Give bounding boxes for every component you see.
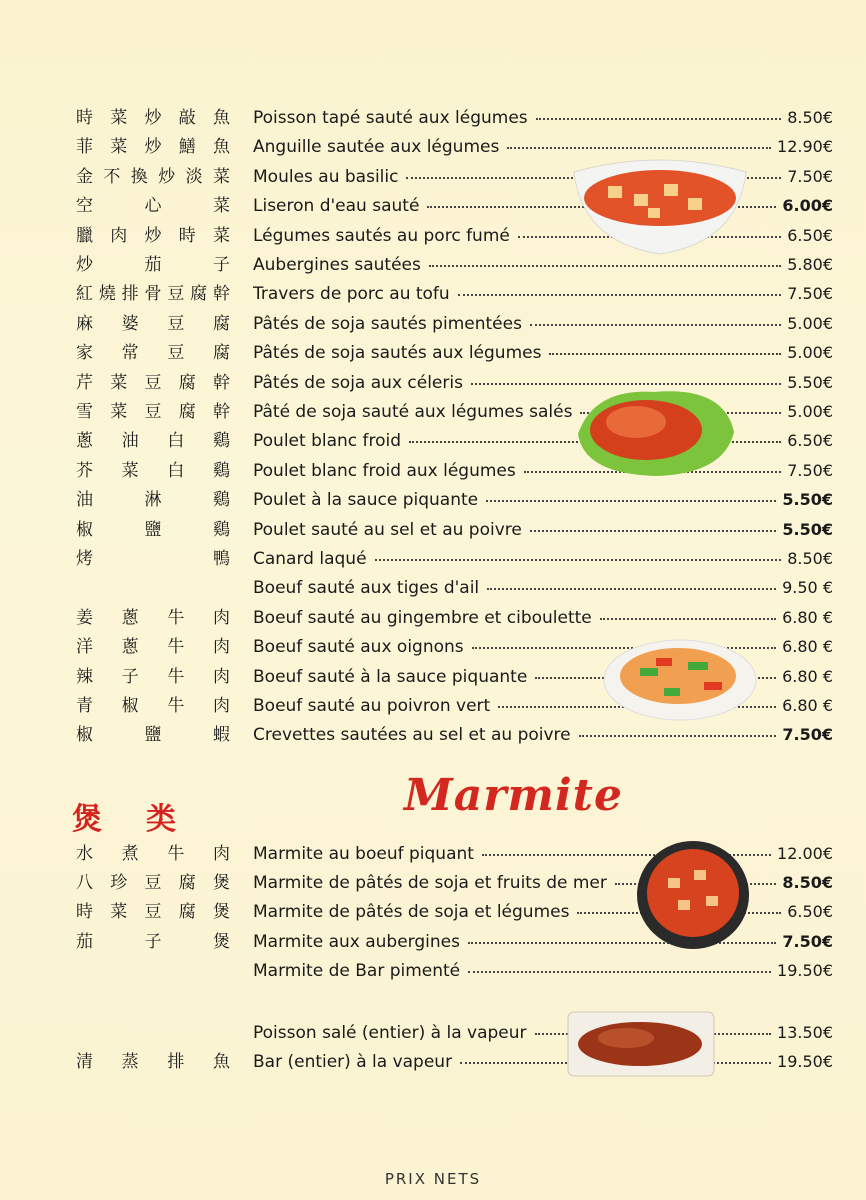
dish-french-name: Canard laqué: [253, 549, 367, 569]
menu-row: [0, 516, 866, 544]
dish-french-name: Anguille sautée aux légumes: [253, 137, 500, 158]
dish-chinese-name: 水 煮 牛 肉: [76, 844, 230, 864]
footer-note: PRIX NETS: [384, 1170, 482, 1188]
dot-leader: [486, 500, 776, 502]
fish-dish-image: [566, 1008, 716, 1080]
dot-leader: [487, 588, 776, 590]
dish-price: 7.50€: [782, 725, 833, 745]
dish-chinese-name: 椒 鹽 蝦: [76, 725, 230, 746]
dish-french-name: Poulet à la sauce piquante: [253, 490, 479, 511]
dish-chinese-name: 麻 婆 豆 腐: [76, 313, 230, 334]
dish-price: 6.50€: [787, 902, 833, 922]
dish-chinese-name: 空 心 菜: [76, 196, 230, 217]
dish-french-name: Boeuf sauté à la sauce piquante: [253, 666, 528, 687]
dish-chinese-name: 清 蒸 排 魚: [76, 1052, 230, 1072]
dish-french-name: Boeuf sauté au gingembre et ciboulette: [253, 607, 592, 628]
tofu-dish-image: [568, 150, 752, 258]
dish-price: 13.50€: [777, 1023, 833, 1042]
dish-price: 9.50 €: [782, 578, 833, 598]
menu-row: [0, 721, 866, 749]
dish-price: 7.50€: [787, 166, 833, 186]
dish-price: 6.80 €: [782, 637, 833, 657]
dish-price: 12.00€: [777, 844, 833, 863]
dot-leader: [530, 324, 781, 326]
dish-chinese-name: 菲 菜 炒 鱔 魚: [76, 137, 230, 158]
dish-price: 19.50€: [777, 1052, 833, 1071]
dish-chinese-name: 烤 鴨: [76, 549, 230, 569]
dish-chinese-name: 油 淋 鷄: [76, 490, 230, 511]
dish-french-name: Légumes sautés au porc fumé: [253, 225, 510, 246]
dish-price: 8.50€: [782, 873, 833, 893]
dish-chinese-name: 姜 蔥 牛 肉: [76, 607, 230, 628]
dish-french-name: Travers de porc au tofu: [253, 284, 450, 305]
dish-french-name: Marmite de pâtés de soja et légumes: [253, 902, 570, 923]
dish-price: 8.50€: [787, 549, 833, 568]
dot-leader: [530, 530, 776, 532]
dish-french-name: Poulet sauté au sel et au poivre: [253, 519, 522, 540]
beef-dish-image: [600, 632, 760, 724]
dish-price: 5.00€: [787, 343, 833, 363]
dot-leader: [458, 294, 781, 296]
menu-row: [0, 339, 866, 367]
dish-price: 7.50€: [782, 931, 833, 951]
dish-price: 5.50€: [782, 490, 833, 510]
dish-price: 6.80 €: [782, 607, 833, 627]
dish-french-name: Pâtés de soja sautés pimentées: [253, 313, 522, 334]
dish-chinese-name: 椒 鹽 鷄: [76, 519, 230, 540]
menu-row: [0, 545, 866, 573]
dish-french-name: Pâté de soja sauté aux légumes salés: [253, 402, 573, 422]
dish-french-name: Boeuf sauté aux oignons: [253, 637, 464, 658]
dish-french-name: Pâtés de soja aux céleris: [253, 372, 463, 393]
dish-chinese-name: 炒 茄 子: [76, 255, 230, 275]
marmite-row: [0, 957, 866, 985]
chicken-dish-image: [574, 382, 738, 482]
dot-leader: [375, 559, 781, 561]
dish-chinese-name: 時 菜 炒 敲 魚: [76, 108, 230, 128]
dot-leader: [600, 618, 776, 620]
marmite-pot-image: [634, 838, 752, 952]
dish-price: 6.00€: [782, 196, 833, 216]
dot-leader: [536, 118, 781, 120]
dish-french-name: Poisson salé (entier) à la vapeur: [253, 1023, 527, 1043]
dish-french-name: Pâtés de soja sautés aux légumes: [253, 343, 542, 364]
dish-chinese-name: 紅 燒 排 骨 豆 腐 幹: [76, 284, 230, 305]
dish-price: 5.00€: [787, 313, 833, 333]
dish-chinese-name: 臘 肉 炒 時 菜: [76, 225, 230, 246]
dish-price: 12.90€: [777, 137, 833, 157]
dish-french-name: Marmite de Bar pimenté: [253, 960, 461, 981]
dish-chinese-name: 洋 蔥 牛 肉: [76, 637, 230, 658]
dish-chinese-name: 茄 子 煲: [76, 931, 230, 952]
dish-french-name: Poulet blanc froid aux légumes: [253, 460, 516, 481]
dish-chinese-name: 青 椒 牛 肉: [76, 696, 230, 716]
dish-price: 6.50€: [787, 431, 833, 451]
dish-chinese-name: 雪 菜 豆 腐 幹: [76, 402, 230, 422]
dish-chinese-name: 時 菜 豆 腐 煲: [76, 902, 230, 923]
dish-price: 6.80 €: [782, 696, 833, 715]
dish-price: 7.50€: [787, 284, 833, 304]
dish-price: 19.50€: [777, 960, 833, 980]
dish-french-name: Poulet blanc froid: [253, 431, 402, 452]
dish-price: 5.50€: [787, 372, 833, 392]
menu-row: [0, 310, 866, 338]
dot-leader: [468, 971, 771, 973]
dish-french-name: Marmite de pâtés de soja et fruits de mer: [253, 873, 607, 894]
dish-french-name: Crevettes sautées au sel et au poivre: [253, 725, 571, 746]
dot-leader: [549, 353, 781, 355]
menu-row: [0, 486, 866, 514]
dot-leader: [579, 735, 776, 737]
dish-chinese-name: 辣 子 牛 肉: [76, 666, 230, 687]
dish-price: 5.00€: [787, 402, 833, 421]
dish-french-name: Poisson tapé sauté aux légumes: [253, 108, 528, 128]
dish-french-name: Bar (entier) à la vapeur: [253, 1052, 453, 1072]
dish-price: 8.50€: [787, 108, 833, 127]
menu-row: [0, 604, 866, 632]
dish-french-name: Boeuf sauté au poivron vert: [253, 696, 491, 716]
dish-french-name: Boeuf sauté aux tiges d'ail: [253, 578, 480, 599]
dot-leader: [429, 265, 781, 267]
dish-price: 5.80€: [787, 255, 833, 274]
dish-price: 6.80 €: [782, 666, 833, 686]
dish-french-name: Marmite aux aubergines: [253, 931, 460, 952]
dish-chinese-name: 芹 菜 豆 腐 幹: [76, 372, 230, 393]
dish-chinese-name: 金 不 換 炒 淡 菜: [76, 166, 230, 187]
section-title: Marmite: [404, 770, 623, 821]
fish-row: [0, 1048, 866, 1076]
dish-chinese-name: 蔥 油 白 鷄: [76, 431, 230, 452]
dish-price: 7.50€: [787, 460, 833, 480]
dish-french-name: Liseron d'eau sauté: [253, 196, 420, 217]
dish-french-name: Aubergines sautées: [253, 255, 421, 275]
section-chinese-title: 煲类: [72, 802, 220, 837]
dish-chinese-name: 八 珍 豆 腐 煲: [76, 873, 230, 894]
fish-row: [0, 1019, 866, 1047]
menu-row: [0, 280, 866, 308]
dish-price: 6.50€: [787, 225, 833, 245]
menu-row: [0, 574, 866, 602]
dish-chinese-name: 家 常 豆 腐: [76, 343, 230, 364]
dish-chinese-name: 芥 菜 白 鷄: [76, 460, 230, 481]
menu-row: [0, 104, 866, 132]
dish-french-name: Moules au basilic: [253, 166, 399, 187]
dish-french-name: Marmite au boeuf piquant: [253, 844, 474, 864]
dish-price: 5.50€: [782, 519, 833, 539]
